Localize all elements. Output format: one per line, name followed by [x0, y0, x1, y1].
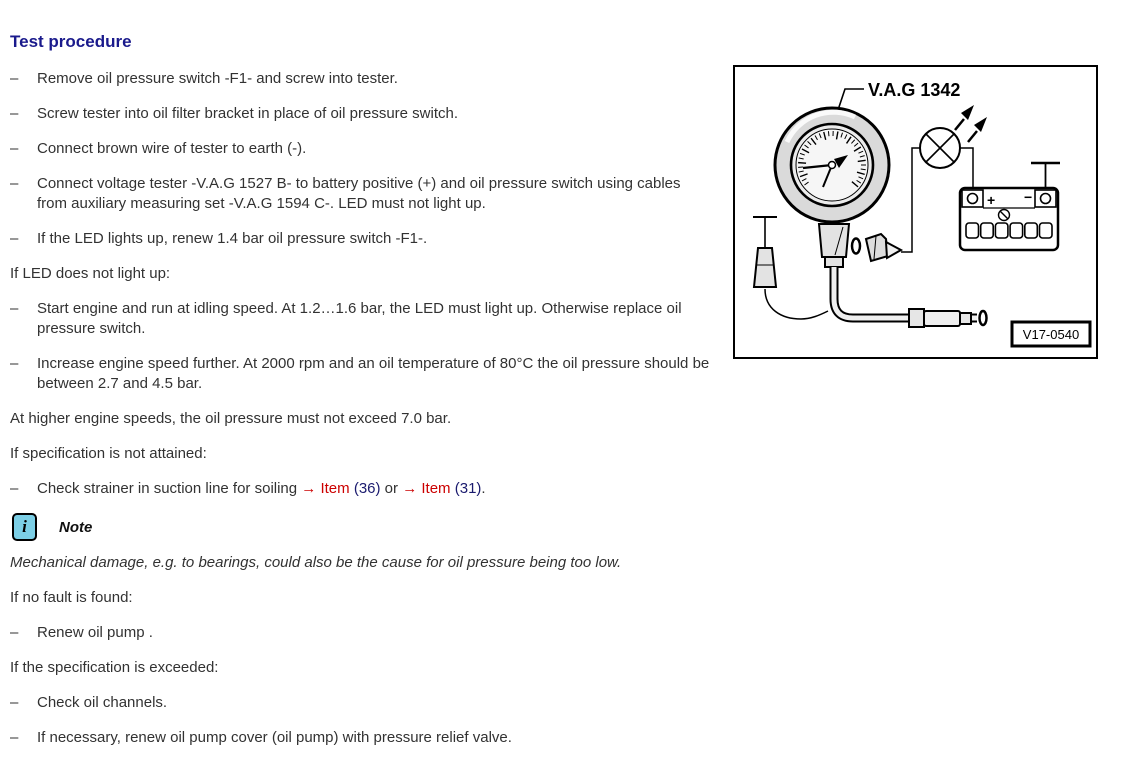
figure-number-box	[1012, 322, 1090, 346]
note-callout	[12, 514, 714, 540]
procedure-step	[10, 69, 714, 89]
link-mid-text: or	[381, 480, 403, 497]
procedure-step	[10, 174, 714, 214]
procedure-step	[10, 623, 714, 643]
item-link-label: Item	[320, 480, 349, 497]
step-text: Start engine and run at idling speed. At 1.2…1.6 bar, the LED must light up. Otherwise replace oil pressure switch.	[37, 299, 714, 339]
figure-number: V17-0540	[1023, 327, 1079, 342]
bullet-dash: –	[10, 69, 37, 89]
bullet-dash: –	[10, 104, 37, 124]
test-lamp	[920, 128, 960, 168]
bullet-dash: –	[10, 479, 37, 499]
item-36-link[interactable]	[301, 480, 349, 497]
lamp-to-battery-wire	[960, 148, 973, 188]
procedure-step-with-links	[10, 479, 714, 499]
note-text: Mechanical damage, e.g. to bearings, could also be the cause for oil pressure being too low.	[10, 553, 714, 573]
step-text: Check oil channels.	[37, 693, 167, 713]
link-suffix-text: .	[481, 480, 485, 497]
step-text: Connect voltage tester -V.A.G 1527 B- to battery positive (+) and oil pressure switch using cables from auxiliary measuring set -V.A.G 1594 C-. LED must not light up.	[37, 174, 714, 214]
earth-probe-icon	[1031, 163, 1060, 188]
procedure-step	[10, 299, 714, 339]
ground-probe	[753, 217, 777, 287]
procedure-section	[10, 32, 714, 763]
procedure-step	[10, 693, 714, 713]
arrow-glyph: →	[402, 480, 417, 497]
step-text: If necessary, renew oil pump cover (oil pump) with pressure relief valve.	[37, 728, 512, 748]
earth-wire	[765, 289, 828, 319]
condition-paragraph: If specification is not attained:	[10, 444, 714, 464]
bullet-dash: –	[10, 229, 37, 249]
spec-paragraph: At higher engine speeds, the oil pressure must not exceed 7.0 bar.	[10, 409, 714, 429]
procedure-step	[10, 229, 714, 249]
oil-pressure-switch	[866, 234, 901, 261]
item-36-ref: (36)	[354, 480, 381, 497]
bullet-dash: –	[10, 693, 37, 713]
condition-paragraph: If no fault is found:	[10, 588, 714, 608]
link-prefix-text: Check strainer in suction line for soiling	[37, 480, 301, 497]
switch-to-lamp-wire	[901, 148, 920, 252]
item-31-link[interactable]	[402, 480, 450, 497]
procedure-step	[10, 728, 714, 748]
step-text: Increase engine speed further. At 2000 rpm and an oil temperature of 80°C the oil pressure should be between 2.7 and 4.5 bar.	[37, 354, 714, 394]
hose-o-ring	[980, 311, 987, 325]
procedure-step	[10, 139, 714, 159]
battery-positive-terminal	[968, 194, 978, 204]
info-icon: i	[12, 513, 37, 541]
battery	[960, 188, 1058, 250]
gauge-stem	[819, 224, 849, 267]
item-link-label: Item	[421, 480, 450, 497]
procedure-step	[10, 354, 714, 394]
bullet-dash: –	[10, 354, 37, 394]
label-leader-line	[838, 89, 864, 110]
switch-o-ring	[852, 239, 860, 254]
figure-v17-0540	[733, 65, 1098, 359]
step-text: Connect brown wire of tester to earth (-).	[37, 139, 306, 159]
bullet-dash: –	[10, 299, 37, 339]
battery-minus-sign: −	[1024, 189, 1032, 205]
tool-label: V.A.G 1342	[868, 80, 960, 100]
bullet-dash: –	[10, 139, 37, 159]
step-text: If the LED lights up, renew 1.4 bar oil pressure switch -F1-.	[37, 229, 427, 249]
page-title: Test procedure	[10, 32, 714, 52]
condition-paragraph: If the specification is exceeded:	[10, 658, 714, 678]
battery-plus-sign: +	[987, 192, 995, 208]
bullet-dash: –	[10, 623, 37, 643]
battery-negative-terminal	[1041, 194, 1051, 204]
step-text	[37, 479, 486, 499]
step-text: Screw tester into oil filter bracket in place of oil pressure switch.	[37, 104, 458, 124]
pressure-hose	[834, 267, 987, 327]
condition-paragraph: If LED does not light up:	[10, 264, 714, 284]
step-text: Remove oil pressure switch -F1- and screw into tester.	[37, 69, 398, 89]
light-rays-icon	[955, 105, 987, 142]
note-label: Note	[59, 519, 92, 536]
item-31-ref: (31)	[455, 480, 482, 497]
arrow-glyph: →	[301, 480, 316, 497]
bullet-dash: –	[10, 728, 37, 748]
procedure-step	[10, 104, 714, 124]
step-text: Renew oil pump .	[37, 623, 153, 643]
bullet-dash: –	[10, 174, 37, 214]
